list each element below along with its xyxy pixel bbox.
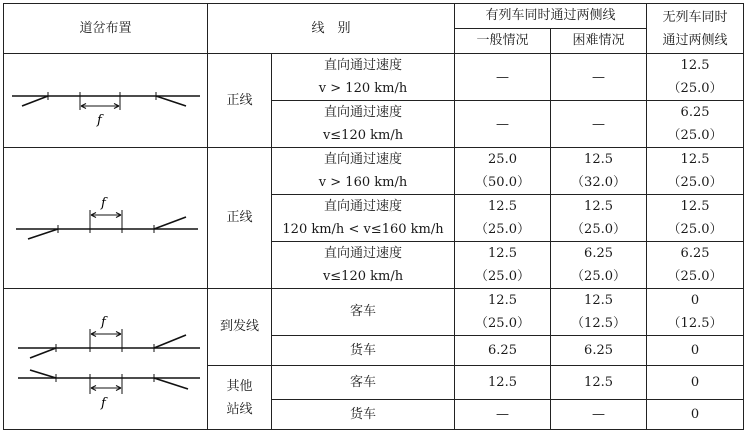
value-secondary: （25.0） xyxy=(571,269,626,284)
value-primary: 6.25 xyxy=(584,246,613,261)
value-secondary: （25.0） xyxy=(475,316,530,331)
value-primary: 12.5 xyxy=(488,246,517,261)
speed-condition-range: v > 160 km/h xyxy=(318,175,408,190)
value-normal xyxy=(455,101,551,148)
value-no-trains xyxy=(647,195,744,242)
value-secondary: （25.0） xyxy=(571,222,626,237)
train-type-freight: 货车 xyxy=(272,400,455,430)
value-secondary: （12.5） xyxy=(571,316,626,331)
value-dash: — xyxy=(496,116,510,132)
train-type-passenger: 客车 xyxy=(272,289,455,336)
value-no-trains xyxy=(647,242,744,289)
value-difficult: 12.5 xyxy=(551,366,647,400)
value-normal xyxy=(455,242,551,289)
train-type-freight: 货车 xyxy=(272,336,455,366)
value-normal xyxy=(455,289,551,336)
value-no-trains: 0 xyxy=(647,366,744,400)
turnout-layout-diagram xyxy=(8,290,204,428)
header-layout: 道岔布置 xyxy=(4,4,208,54)
value-normal xyxy=(455,54,551,101)
value-normal xyxy=(455,148,551,195)
value-no-trains: 0 xyxy=(647,400,744,430)
value-normal xyxy=(455,195,551,242)
value-primary: 6.25 xyxy=(680,246,710,261)
value-no-trains xyxy=(647,148,744,195)
value-difficult: — xyxy=(551,400,647,430)
spacing-label-f: f xyxy=(100,196,106,211)
value-primary: 12.5 xyxy=(584,199,613,214)
speed-condition-range: 120 km/h < v≤160 km/h xyxy=(282,222,444,237)
value-secondary: （32.0） xyxy=(571,175,626,190)
turnout-layout-diagram xyxy=(8,66,204,136)
speed-condition-label: 直向通过速度 xyxy=(324,58,403,73)
speed-condition-label: 直向通过速度 xyxy=(324,246,403,261)
speed-condition-range: v > 120 km/h xyxy=(318,81,408,96)
speed-condition xyxy=(272,195,455,242)
speed-condition xyxy=(272,101,455,148)
value-primary: 12.5 xyxy=(584,152,613,167)
value-secondary: （25.0） xyxy=(475,222,530,237)
spacing-label-f: f xyxy=(96,112,102,128)
value-difficult xyxy=(551,101,647,148)
value-normal: 6.25 xyxy=(455,336,551,366)
value-secondary: （25.0） xyxy=(667,222,723,237)
header-difficult: 困难情况 xyxy=(551,29,647,54)
value-secondary: （25.0） xyxy=(475,269,530,284)
speed-condition-range: v≤120 km/h xyxy=(322,269,404,284)
category-other-station-lines xyxy=(208,366,272,430)
spacing-label-f: f xyxy=(100,315,106,330)
speed-condition-label: 直向通过速度 xyxy=(324,199,403,214)
value-difficult: 6.25 xyxy=(551,336,647,366)
speed-condition-label: 直向通过速度 xyxy=(324,152,403,167)
header-line-type: 线 别 xyxy=(208,4,455,54)
speed-condition-range: v≤120 km/h xyxy=(322,128,404,143)
value-no-trains xyxy=(647,289,744,336)
turnout-spacing-table xyxy=(3,3,744,430)
header-no-trains-line1: 无列车同时 xyxy=(662,9,728,25)
value-dash: — xyxy=(592,116,606,132)
value-primary: 12.5 xyxy=(584,293,613,308)
value-difficult xyxy=(551,148,647,195)
header-with-trains-group: 有列车同时通过两侧线 xyxy=(455,4,647,29)
speed-condition xyxy=(272,242,455,289)
value-difficult xyxy=(551,195,647,242)
train-type-passenger: 客车 xyxy=(272,366,455,400)
header-no-trains xyxy=(647,4,744,54)
value-no-trains xyxy=(647,101,744,148)
turnout-diagram-3 xyxy=(4,289,208,430)
value-primary: 12.5 xyxy=(680,199,710,214)
value-primary: 12.5 xyxy=(680,152,710,167)
category-arrival-departure: 到发线 xyxy=(208,289,272,366)
value-secondary: （25.0） xyxy=(667,175,723,190)
value-dash: — xyxy=(496,69,510,85)
turnout-diagram-2 xyxy=(4,148,208,289)
speed-condition-label: 直向通过速度 xyxy=(324,105,403,120)
value-primary: 6.25 xyxy=(680,105,710,120)
category-main-line: 正线 xyxy=(208,148,272,289)
category-main-line: 正线 xyxy=(208,54,272,148)
header-normal: 一般情况 xyxy=(455,29,551,54)
value-primary: 0 xyxy=(690,293,700,308)
value-secondary: （25.0） xyxy=(667,128,723,143)
value-secondary: （50.0） xyxy=(475,175,530,190)
value-no-trains: 0 xyxy=(647,336,744,366)
speed-condition xyxy=(272,148,455,195)
speed-condition xyxy=(272,54,455,101)
value-primary: 25.0 xyxy=(488,152,517,167)
header-no-trains-line2: 通过两侧线 xyxy=(662,32,728,48)
turnout-layout-diagram xyxy=(8,173,204,263)
value-difficult xyxy=(551,289,647,336)
value-dash: — xyxy=(592,69,606,85)
value-difficult xyxy=(551,54,647,101)
value-no-trains xyxy=(647,54,744,101)
turnout-diagram-1 xyxy=(4,54,208,148)
value-normal: — xyxy=(455,400,551,430)
category-other-line2: 站线 xyxy=(226,401,253,417)
value-primary: 12.5 xyxy=(680,58,710,73)
value-secondary: （25.0） xyxy=(667,81,723,96)
value-primary: 12.5 xyxy=(488,199,517,214)
value-difficult xyxy=(551,242,647,289)
value-secondary: （25.0） xyxy=(667,269,723,284)
value-normal: 12.5 xyxy=(455,366,551,400)
value-secondary: （12.5） xyxy=(667,316,723,331)
category-other-line1: 其他 xyxy=(226,378,253,394)
value-primary: 12.5 xyxy=(488,293,517,308)
spacing-label-f: f xyxy=(100,396,106,411)
